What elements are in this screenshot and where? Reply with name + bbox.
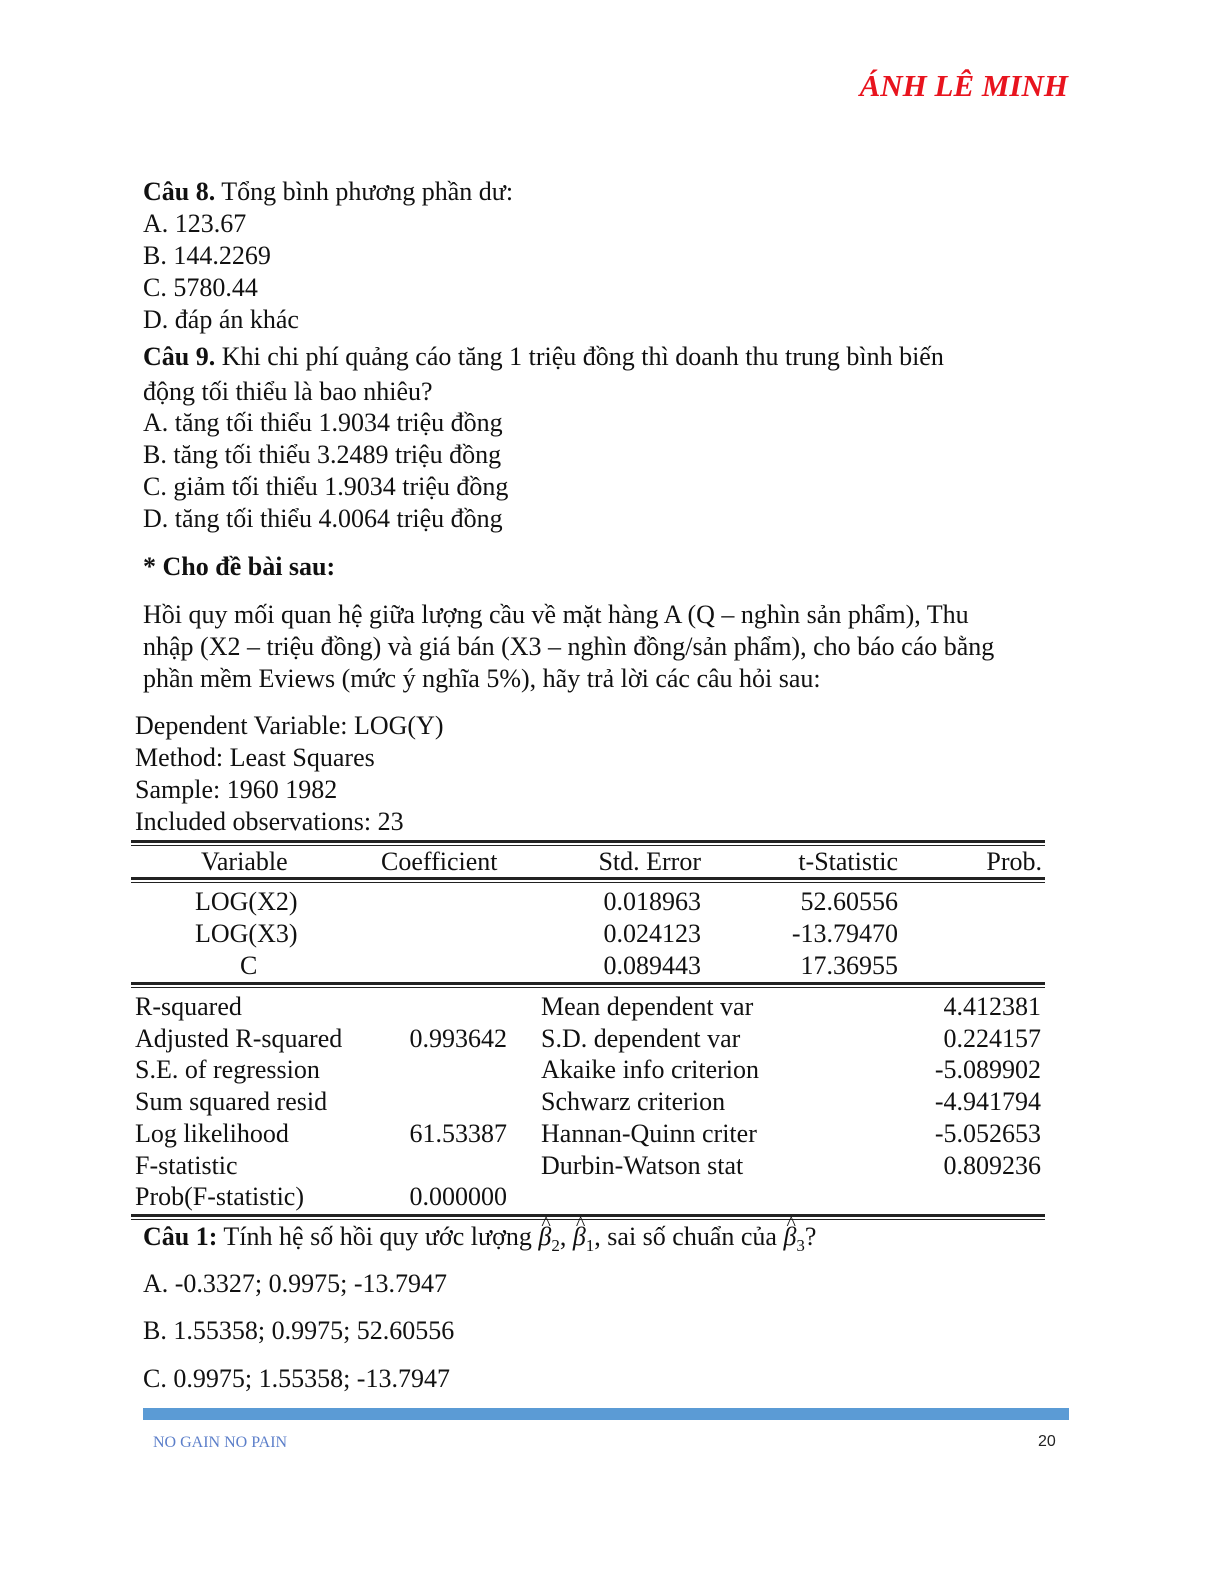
stats-row <box>131 1150 1045 1182</box>
question-9 <box>143 341 944 373</box>
eviews-meta: Included observations: 23 <box>135 807 404 836</box>
stat-label: Akaike info criterion <box>541 1055 760 1085</box>
stat-label: Mean dependent var <box>541 992 754 1021</box>
option: D. đáp án khác <box>143 305 299 334</box>
option: B. 1.55358; 0.9975; 52.60556 <box>143 1316 455 1345</box>
question-text: Khi chi phí quảng cáo tăng 1 triệu đồng thì doanh thu trung bình biến <box>215 342 944 371</box>
col-header: Coefficient <box>381 847 498 876</box>
t-statistic: -13.79470 <box>791 919 898 948</box>
section-title: * Cho đề bài sau: <box>143 552 336 581</box>
eviews-meta: Sample: 1960 1982 <box>135 775 338 804</box>
col-header: t-Statistic <box>798 847 898 876</box>
stat-value: 0.000000 <box>409 1182 507 1212</box>
stats-row <box>131 1086 1045 1118</box>
variable: LOG(X3) <box>195 919 298 948</box>
table-row <box>131 886 1045 918</box>
paragraph-line: nhập (X2 – triệu đồng) và giá bán (X3 – nghìn đồng/sản phẩm), cho báo cáo bằng <box>143 632 995 661</box>
beta-hat: ^ β <box>573 1222 586 1251</box>
variable: LOG(X2) <box>195 887 298 916</box>
option: A. 123.67 <box>143 209 247 238</box>
variable: C <box>240 951 258 980</box>
std-error: 0.018963 <box>603 887 701 916</box>
stat-value: -5.052653 <box>934 1118 1041 1148</box>
question-1 <box>143 1221 816 1262</box>
stat-value: -4.941794 <box>934 1087 1041 1117</box>
stat-label: Hannan-Quinn criter <box>541 1118 757 1148</box>
stat-label: Log likelihood <box>135 1118 289 1148</box>
stat-value: 4.412381 <box>943 992 1041 1021</box>
t-statistic: 52.60556 <box>800 887 898 916</box>
col-header: Variable <box>201 847 288 876</box>
eviews-meta: Method: Least Squares <box>135 743 375 772</box>
stats-row <box>131 991 1045 1023</box>
stat-label: Adjusted R-squared <box>135 1023 343 1053</box>
stat-label: Sum squared resid <box>135 1087 328 1117</box>
option: C. 5780.44 <box>143 273 258 302</box>
question-label: Câu 8. <box>143 177 216 206</box>
stat-label: S.D. dependent var <box>541 1023 741 1053</box>
question-label: Câu 1: <box>143 1222 218 1251</box>
std-error: 0.024123 <box>603 919 701 948</box>
paragraph-line: Hồi quy mối quan hệ giữa lượng cầu về mặt hàng A (Q – nghìn sản phẩm), Thu <box>143 600 969 629</box>
option: A. tăng tối thiểu 1.9034 triệu đồng <box>143 408 503 437</box>
subscript: 1 <box>585 1236 595 1256</box>
eviews-meta: Dependent Variable: LOG(Y) <box>135 711 444 740</box>
stats-row <box>131 1023 1045 1055</box>
stat-value: 0.224157 <box>943 1023 1041 1053</box>
stat-label: Durbin-Watson stat <box>541 1150 744 1180</box>
table-header <box>131 846 1045 878</box>
option: A. -0.3327; 0.9975; -13.7947 <box>143 1269 448 1298</box>
page-number: 20 <box>1038 1433 1056 1450</box>
stat-value: 61.53387 <box>409 1118 507 1148</box>
beta-hat: ^ β <box>538 1222 551 1251</box>
stat-label: F-statistic <box>135 1150 238 1180</box>
stat-value: 0.809236 <box>943 1150 1041 1180</box>
table-rule <box>131 877 1045 883</box>
option: B. tăng tối thiểu 3.2489 triệu đồng <box>143 440 502 469</box>
col-header: Prob. <box>986 847 1042 876</box>
question-text: , sai số chuẩn của <box>594 1222 784 1251</box>
question-text-cont: động tối thiểu là bao nhiêu? <box>143 377 433 406</box>
option: C. 0.9975; 1.55358; -13.7947 <box>143 1364 450 1393</box>
sep: , <box>559 1222 573 1251</box>
stat-value: 0.993642 <box>409 1023 507 1053</box>
question-text: Tính hệ số hồi quy ước lượng <box>217 1222 539 1251</box>
question-text: Tổng bình phương phần dư: <box>215 177 514 206</box>
option: B. 144.2269 <box>143 241 271 270</box>
author-header: ÁNH LÊ MINH <box>859 68 1068 103</box>
question-8 <box>143 176 513 208</box>
question-mark: ? <box>804 1222 817 1251</box>
stats-row <box>131 1118 1045 1150</box>
stat-label: Schwarz criterion <box>541 1087 726 1117</box>
std-error: 0.089443 <box>603 951 701 980</box>
option: D. tăng tối thiểu 4.0064 triệu đồng <box>143 504 503 533</box>
t-statistic: 17.36955 <box>800 951 898 980</box>
subscript: 3 <box>796 1236 805 1256</box>
stat-value: -5.089902 <box>934 1055 1041 1085</box>
beta-hat: ^ β <box>783 1222 796 1251</box>
table-row <box>131 950 1045 982</box>
stats-row <box>131 1054 1045 1086</box>
table-row <box>131 918 1045 950</box>
table-rule <box>131 1214 1045 1220</box>
table-rule <box>131 982 1045 988</box>
subscript: 2 <box>551 1236 560 1256</box>
footer-bar <box>143 1408 1069 1420</box>
footer-motto: NO GAIN NO PAIN <box>153 1434 288 1451</box>
paragraph-line: phần mềm Eviews (mức ý nghĩa 5%), hãy trả lời các câu hỏi sau: <box>143 664 821 693</box>
stat-label: R-squared <box>135 992 242 1021</box>
stat-label: S.E. of regression <box>135 1055 320 1085</box>
col-header: Std. Error <box>598 847 701 876</box>
question-label: Câu 9. <box>143 342 216 371</box>
option: C. giảm tối thiểu 1.9034 triệu đồng <box>143 472 509 501</box>
stat-label: Prob(F-statistic) <box>135 1182 304 1212</box>
stats-row <box>131 1181 1045 1213</box>
